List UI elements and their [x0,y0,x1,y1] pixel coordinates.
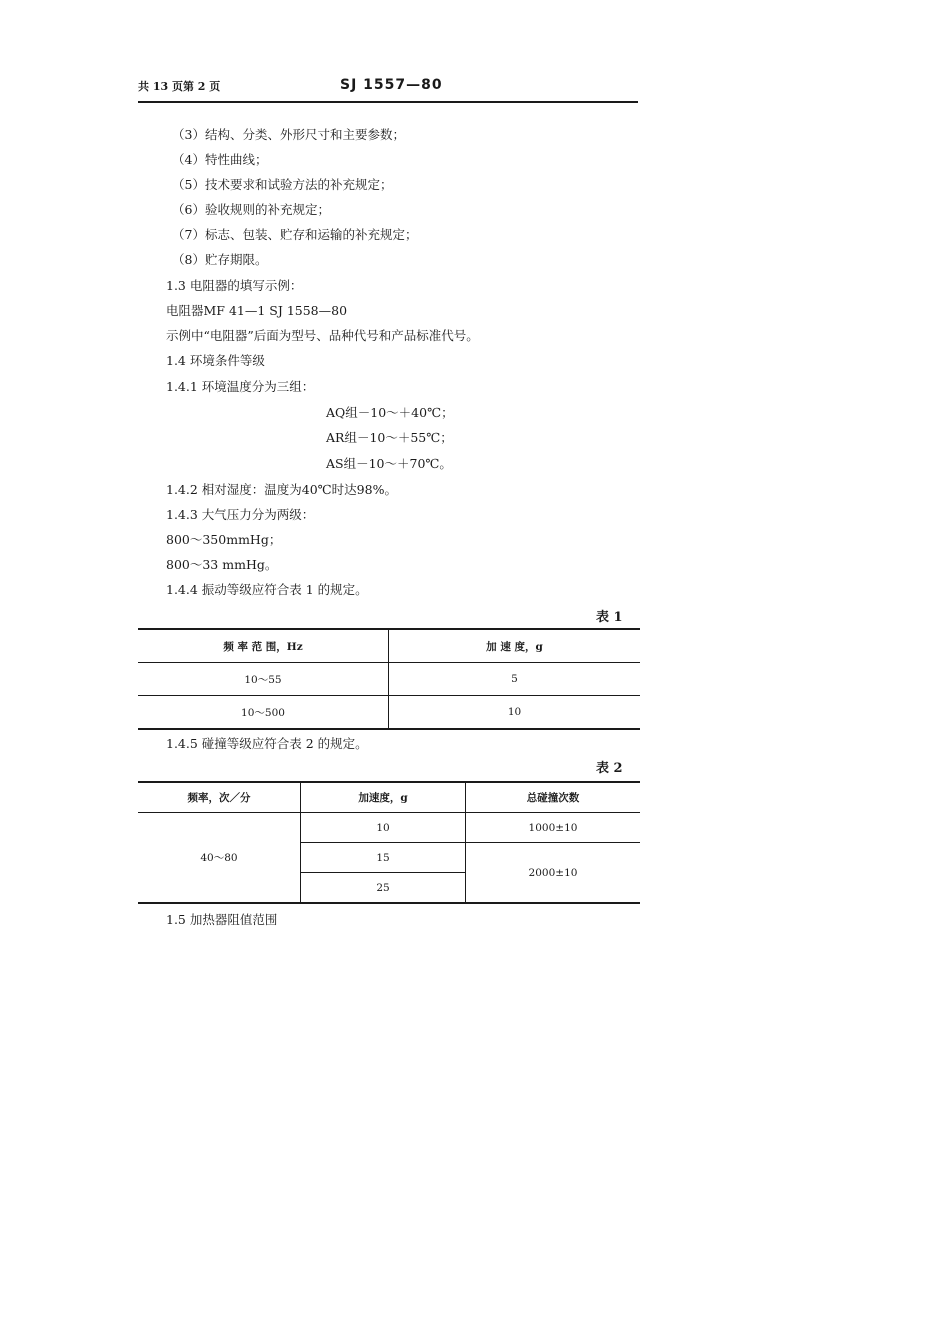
section-1-3: 1.3 电阻器的填写示例： [166,278,303,293]
table1-header-frequency: 频 率 范 围，Hz [138,629,389,663]
header-rule [138,101,638,103]
table2-header-acceleration: 加速度，g [301,782,466,813]
pressure-level-2: 800～33 mmHg。 [166,557,278,572]
table2-count-cell: 1000±10 [466,813,641,843]
list-item-3: （3）结构、分类、外形尺寸和主要参数； [172,127,405,142]
document-code: SJ 1557—80 [340,77,443,93]
temp-group-ar: AR组－10～＋55℃； [326,430,453,445]
section-1-4-3: 1.4.3 大气压力分为两级： [166,507,315,522]
section-1-4: 1.4 环境条件等级 [166,353,265,368]
section-1-4-5: 1.4.5 碰撞等级应符合表 2 的规定。 [166,736,368,751]
table-row [138,663,640,696]
table2-header-count: 总碰撞次数 [466,782,641,813]
vibration-table [138,628,640,730]
section-1-4-2: 1.4.2 相对湿度：温度为40℃时达98%。 [166,482,397,497]
table1-cell: 10～500 [138,696,389,730]
list-item-7: （7）标志、包装、贮存和运输的补充规定； [172,227,418,242]
temp-group-as: AS组－10～＋70℃。 [326,456,452,471]
table2-header-frequency: 频率，次／分 [138,782,301,813]
table2-acceleration-cell: 15 [301,843,466,873]
table2-count-cell: 2000±10 [528,866,578,879]
list-item-8: （8）贮存期限。 [172,252,268,267]
table1-cell: 5 [389,663,641,696]
page-info: 共 13 页第 2 页 [138,80,221,93]
table-row [138,813,640,843]
section-1-5: 1.5 加热器阻值范围 [166,912,278,927]
example-line: 电阻器MF 41—1 SJ 1558—80 [166,303,348,318]
section-1-4-4: 1.4.4 振动等级应符合表 1 的规定。 [166,582,368,597]
pressure-level-1: 800～350mmHg； [166,532,282,547]
table1-cell: 10 [507,706,522,718]
impact-table [138,781,640,904]
list-item-5: （5）技术要求和试验方法的补充规定； [172,177,393,192]
list-item-4: （4）特性曲线； [172,152,268,167]
example-note: 示例中“电阻器”后面为型号、品种代号和产品标准代号。 [166,328,479,343]
table-row [138,696,640,730]
temp-group-aq: AQ组－10～＋40℃； [326,405,454,420]
list-item-6: （6）验收规则的补充规定； [172,202,330,217]
table1-header-acceleration: 加 速 度，g [389,629,641,663]
section-1-4-1: 1.4.1 环境温度分为三组： [166,379,315,394]
table2-acceleration-cell: 25 [301,873,466,904]
table1-cell: 10～55 [138,663,389,696]
table1-caption: 表 1 [596,610,623,625]
table2-acceleration-cell: 10 [301,813,466,843]
table2-caption: 表 2 [596,761,623,776]
table2-frequency-cell: 40～80 [138,813,301,904]
